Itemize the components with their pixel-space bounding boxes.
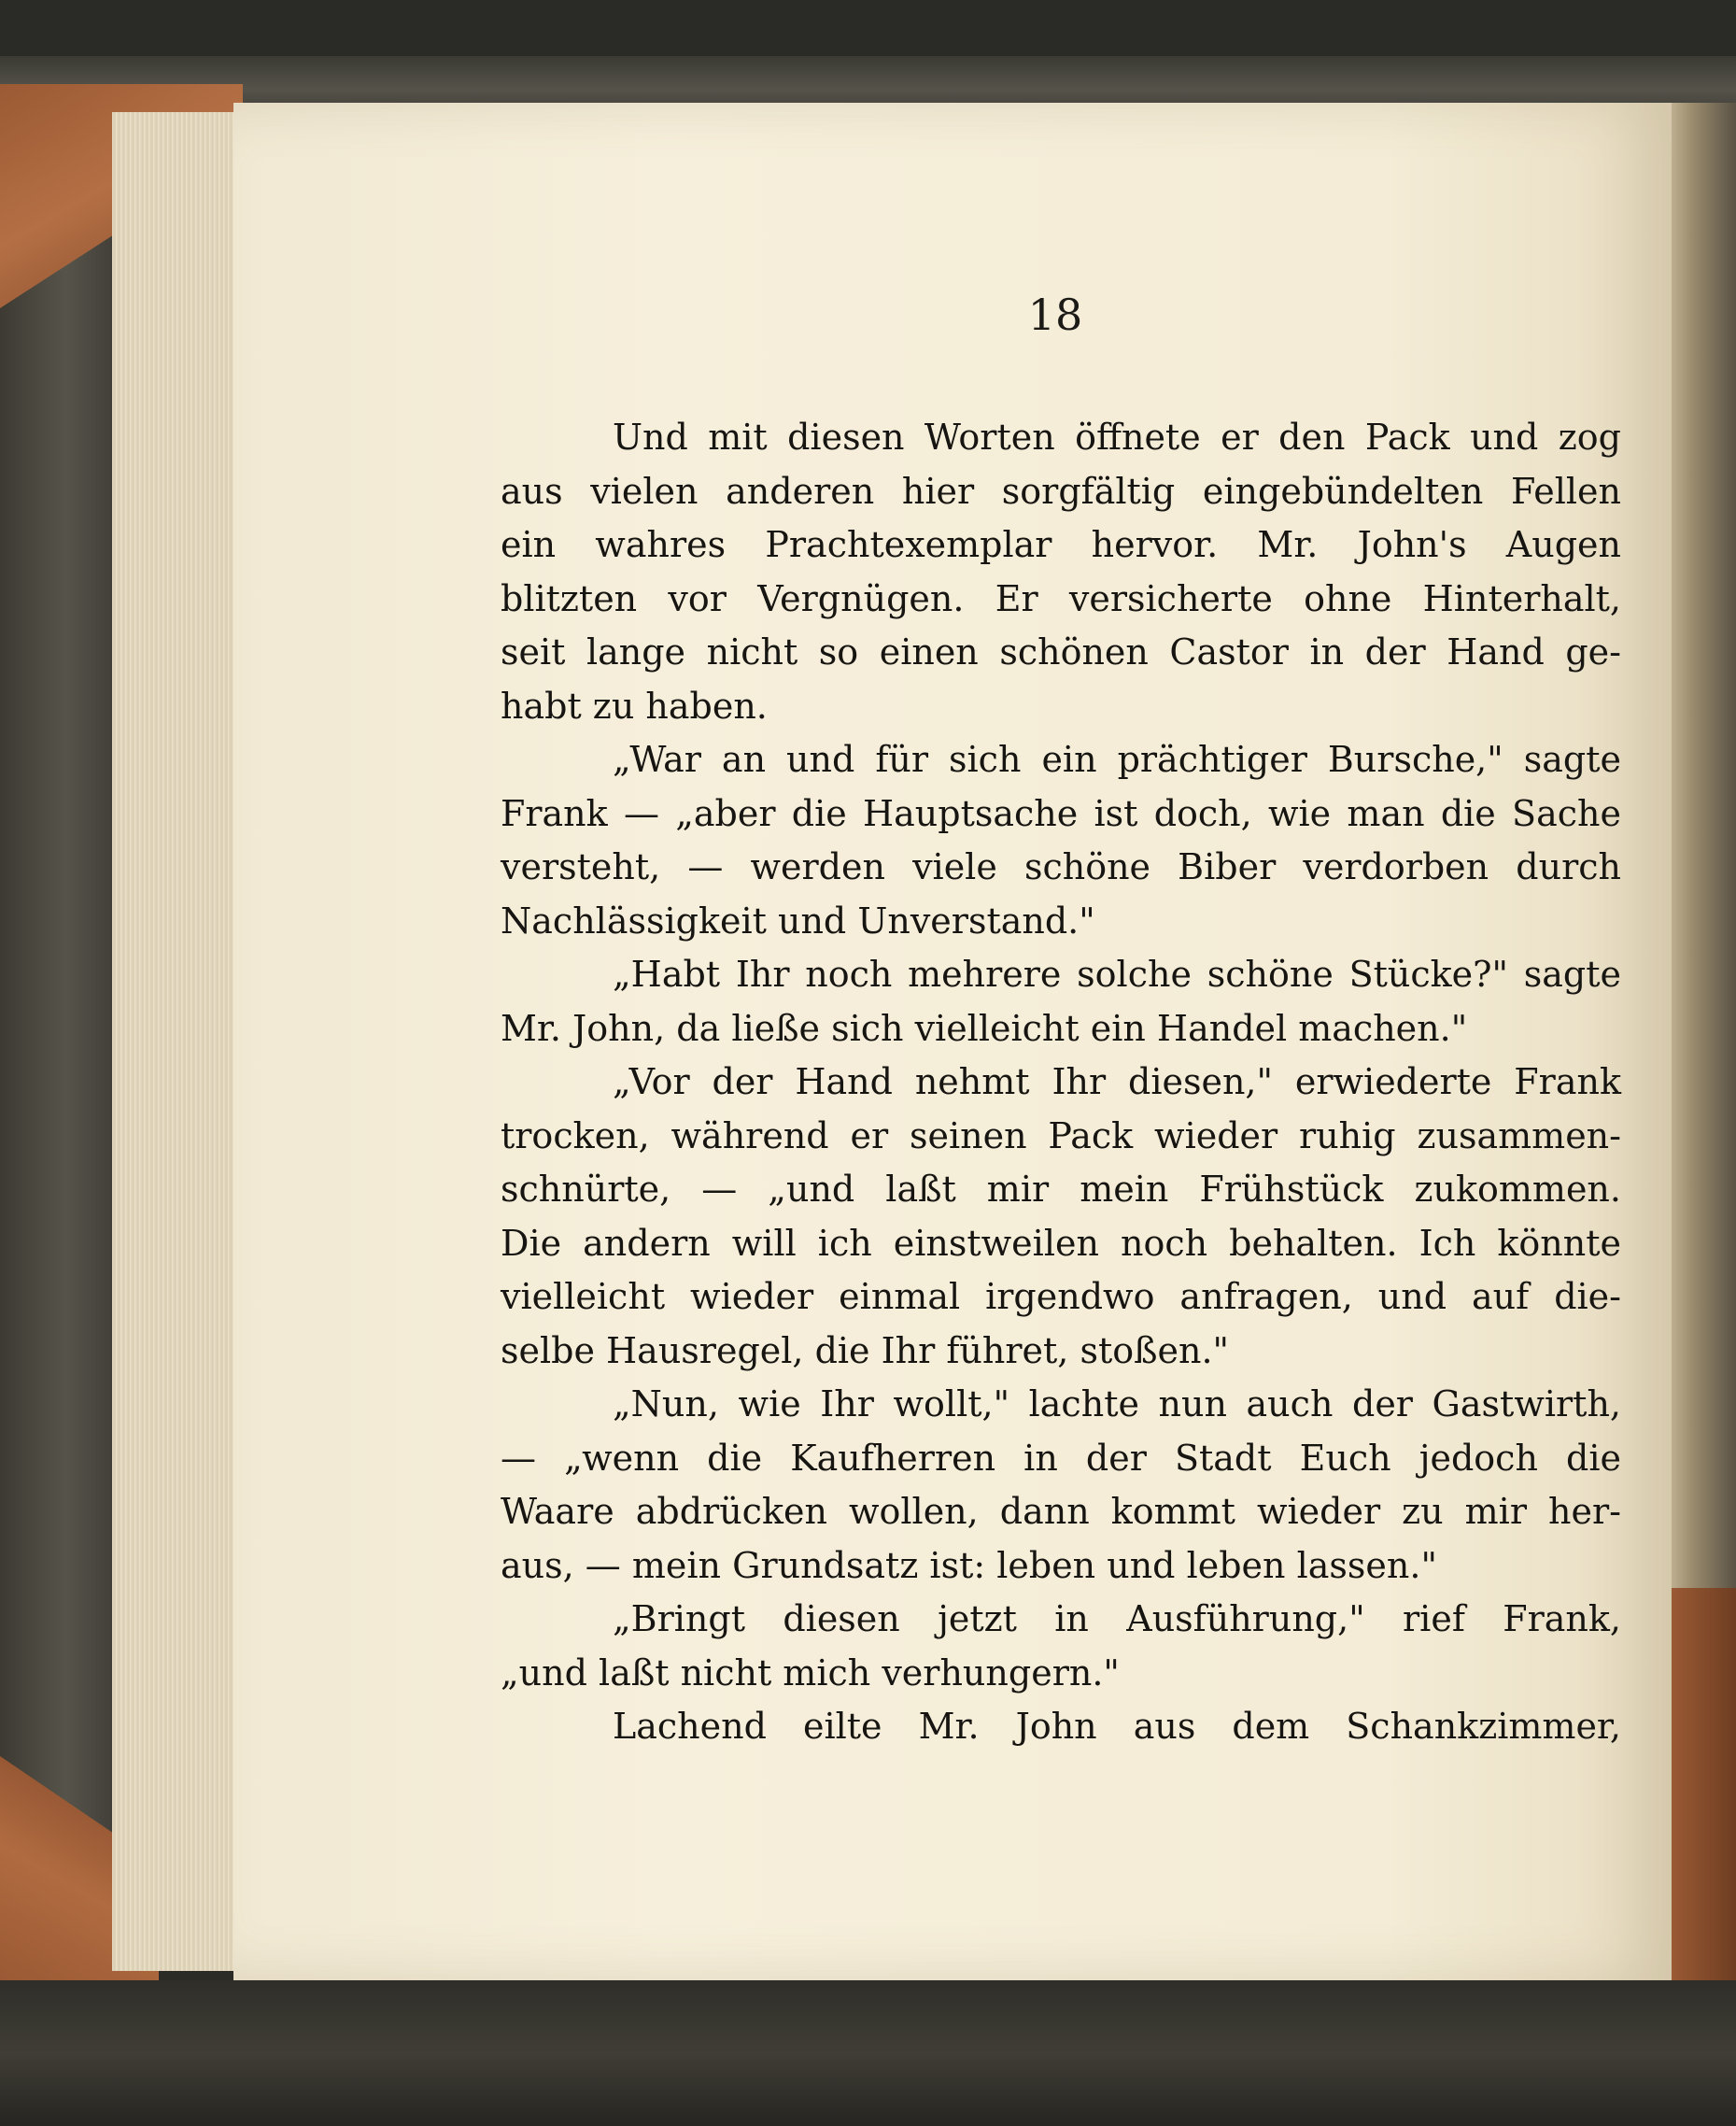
text-line: — „wenn die Kaufherren in der Stadt Euch jedoch die [501,1437,1621,1479]
text-line: Lachend eilte Mr. John aus dem Schankzimmer, [613,1706,1621,1747]
text-line: schnürte, — „und laßt mir mein Frühstück zukommen. [501,1169,1621,1210]
text-line: „Bringt diesen jetzt in Ausführung," rief Frank, [613,1598,1621,1639]
text-line: habt zu haben. [501,685,768,727]
text-line: ein wahres Prachtexemplar hervor. Mr. John's Augen [501,524,1621,565]
text-line: „Habt Ihr noch mehrere solche schöne Stücke?" sagte [613,954,1621,995]
text-line: Waare abdrücken wollen, dann kommt wieder zu mir her- [501,1491,1621,1532]
text-line: Nachlässigkeit und Unverstand." [501,900,1095,942]
text-line: aus, — mein Grundsatz ist: leben und leben lassen." [501,1544,1437,1586]
text-line: „Nun, wie Ihr wollt," lachte nun auch der Gastwirth, [613,1383,1621,1424]
book-cover-left [0,84,131,2036]
text-line: aus vielen anderen hier sorgfältig eingebündelten Fellen [501,470,1621,512]
text-line: Und mit diesen Worten öffnete er den Pack und zog [613,417,1621,458]
book-cover-bottom [0,1980,1736,2126]
text-line: versteht, — werden viele schöne Biber verdorben durch [501,846,1621,887]
text-line: Frank — „aber die Hauptsache ist doch, wie man die Sache [501,792,1621,834]
text-line: blitzten vor Vergnügen. Er versicherte ohne Hinterhalt, [501,577,1621,619]
text-line: Mr. John, da ließe sich vielleicht ein Handel machen." [501,1007,1468,1049]
page-text [501,411,1621,1754]
text-line: trocken, während er seinen Pack wieder ruhig zusammen- [501,1114,1621,1156]
text-line: „War an und für sich ein prächtiger Bursche," sagte [613,739,1621,780]
text-line: vielleicht wieder einmal irgendwo anfragen, und auf die- [501,1276,1621,1317]
text-line: „und laßt nicht mich verhungern." [501,1651,1120,1694]
text-line: „Vor der Hand nehmt Ihr diesen," erwiederte Frank [613,1061,1621,1102]
page-number: 18 [1027,290,1083,340]
text-line: selbe Hausregel, die Ihr führet, stoßen." [501,1329,1230,1371]
text-line: Die andern will ich einstweilen noch behalten. Ich könnte [501,1222,1621,1264]
leather-spine [1672,1588,1736,1980]
text-line: seit lange nicht so einen schönen Castor in der Hand ge- [501,631,1621,673]
page-edges [112,112,243,1971]
